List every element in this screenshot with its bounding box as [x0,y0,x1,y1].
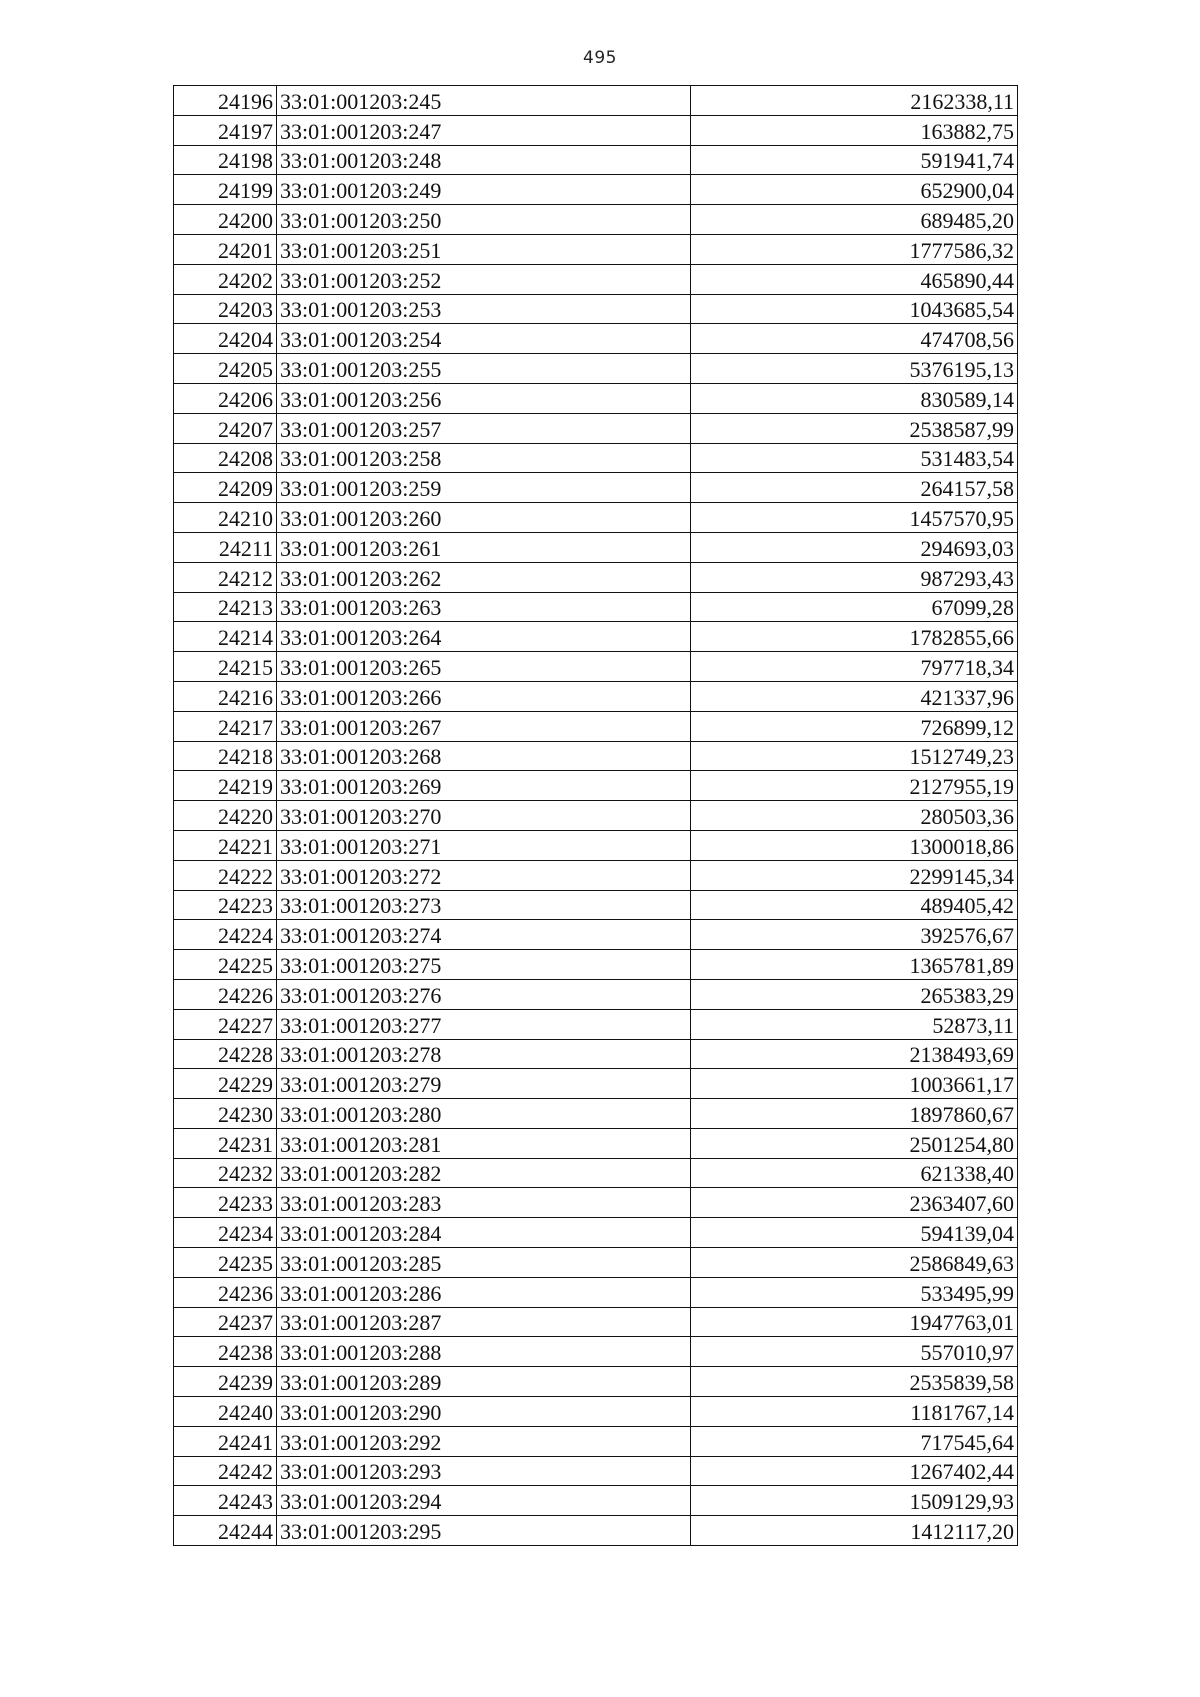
cadastral-value-cell: 2535839,58 [691,1367,1018,1397]
row-number-cell: 24223 [174,890,277,920]
cadastral-value-cell: 294693,03 [691,532,1018,562]
row-number-cell: 24210 [174,503,277,533]
cadastral-number-cell: 33:01:001203:274 [277,920,691,950]
cadastral-value-cell: 52873,11 [691,1009,1018,1039]
cadastral-number-cell: 33:01:001203:294 [277,1486,691,1516]
table-row [174,1456,1018,1486]
cadastral-number-cell: 33:01:001203:278 [277,1039,691,1069]
table-row [174,413,1018,443]
cadastral-value-cell: 465890,44 [691,264,1018,294]
cadastral-value-cell: 533495,99 [691,1277,1018,1307]
row-number-cell: 24234 [174,1218,277,1248]
cadastral-value-cell: 726899,12 [691,711,1018,741]
table-row [174,562,1018,592]
cadastral-value-cell: 2138493,69 [691,1039,1018,1069]
cadastral-number-cell: 33:01:001203:252 [277,264,691,294]
table-row [174,503,1018,533]
table-row [174,234,1018,264]
table-row [174,354,1018,384]
row-number-cell: 24231 [174,1128,277,1158]
row-number-cell: 24232 [174,1158,277,1188]
cadastral-number-cell: 33:01:001203:287 [277,1307,691,1337]
row-number-cell: 24225 [174,950,277,980]
cadastral-value-cell: 1897860,67 [691,1099,1018,1129]
table-row [174,711,1018,741]
cadastral-number-cell: 33:01:001203:262 [277,562,691,592]
cadastral-number-cell: 33:01:001203:261 [277,532,691,562]
table-row [174,890,1018,920]
cadastral-value-cell: 1777586,32 [691,234,1018,264]
cadastral-number-cell: 33:01:001203:269 [277,771,691,801]
cadastral-value-cell: 1365781,89 [691,950,1018,980]
cadastral-number-cell: 33:01:001203:279 [277,1069,691,1099]
table-body [174,86,1018,1546]
cadastral-value-cell: 1782855,66 [691,622,1018,652]
cadastral-number-cell: 33:01:001203:265 [277,652,691,682]
cadastral-number-cell: 33:01:001203:258 [277,443,691,473]
row-number-cell: 24204 [174,324,277,354]
row-number-cell: 24230 [174,1099,277,1129]
cadastral-number-cell: 33:01:001203:290 [277,1397,691,1427]
cadastral-number-cell: 33:01:001203:277 [277,1009,691,1039]
row-number-cell: 24207 [174,413,277,443]
cadastral-value-cell: 1457570,95 [691,503,1018,533]
cadastral-number-cell: 33:01:001203:263 [277,592,691,622]
cadastral-number-cell: 33:01:001203:264 [277,622,691,652]
table-row [174,532,1018,562]
cadastral-value-cell: 2363407,60 [691,1188,1018,1218]
cadastral-value-cell: 163882,75 [691,115,1018,145]
table-row [174,324,1018,354]
table-row [174,175,1018,205]
row-number-cell: 24244 [174,1516,277,1546]
row-number-cell: 24242 [174,1456,277,1486]
row-number-cell: 24222 [174,860,277,890]
table-row [174,1337,1018,1367]
table-row [174,294,1018,324]
cadastral-number-cell: 33:01:001203:254 [277,324,691,354]
row-number-cell: 24220 [174,801,277,831]
row-number-cell: 24212 [174,562,277,592]
row-number-cell: 24238 [174,1337,277,1367]
cadastral-value-cell: 2299145,34 [691,860,1018,890]
table-row [174,681,1018,711]
cadastral-value-cell: 531483,54 [691,443,1018,473]
row-number-cell: 24217 [174,711,277,741]
cadastral-number-cell: 33:01:001203:259 [277,473,691,503]
cadastral-value-cell: 2127955,19 [691,771,1018,801]
cadastral-number-cell: 33:01:001203:275 [277,950,691,980]
cadastral-number-cell: 33:01:001203:250 [277,205,691,235]
table-row [174,1158,1018,1188]
cadastral-number-cell: 33:01:001203:247 [277,115,691,145]
row-number-cell: 24236 [174,1277,277,1307]
table-row [174,741,1018,771]
cadastral-value-cell: 1412117,20 [691,1516,1018,1546]
table-row [174,801,1018,831]
cadastral-number-cell: 33:01:001203:281 [277,1128,691,1158]
row-number-cell: 24208 [174,443,277,473]
cadastral-number-cell: 33:01:001203:286 [277,1277,691,1307]
row-number-cell: 24211 [174,532,277,562]
row-number-cell: 24201 [174,234,277,264]
table-row [174,1486,1018,1516]
row-number-cell: 24228 [174,1039,277,1069]
cadastral-value-cell: 2162338,11 [691,86,1018,116]
row-number-cell: 24196 [174,86,277,116]
table-row [174,1128,1018,1158]
cadastral-number-cell: 33:01:001203:271 [277,830,691,860]
cadastral-number-cell: 33:01:001203:285 [277,1248,691,1278]
table-row [174,1397,1018,1427]
row-number-cell: 24241 [174,1426,277,1456]
cadastral-value-cell: 1003661,17 [691,1069,1018,1099]
row-number-cell: 24219 [174,771,277,801]
table-row [174,1218,1018,1248]
table-row [174,652,1018,682]
row-number-cell: 24203 [174,294,277,324]
cadastral-value-cell: 2501254,80 [691,1128,1018,1158]
row-number-cell: 24237 [174,1307,277,1337]
row-number-cell: 24197 [174,115,277,145]
cadastral-value-cell: 797718,34 [691,652,1018,682]
cadastral-value-cell: 652900,04 [691,175,1018,205]
row-number-cell: 24200 [174,205,277,235]
cadastral-number-cell: 33:01:001203:276 [277,979,691,1009]
cadastral-number-cell: 33:01:001203:260 [277,503,691,533]
cadastral-value-cell: 392576,67 [691,920,1018,950]
cadastral-value-cell: 621338,40 [691,1158,1018,1188]
cadastral-value-cell: 1300018,86 [691,830,1018,860]
table-row [174,920,1018,950]
cadastral-value-cell: 1181767,14 [691,1397,1018,1427]
table-row [174,1307,1018,1337]
cadastral-number-cell: 33:01:001203:293 [277,1456,691,1486]
cadastral-value-cell: 1043685,54 [691,294,1018,324]
table-row [174,592,1018,622]
row-number-cell: 24239 [174,1367,277,1397]
row-number-cell: 24209 [174,473,277,503]
table-row [174,473,1018,503]
cadastral-number-cell: 33:01:001203:249 [277,175,691,205]
cadastral-number-cell: 33:01:001203:248 [277,145,691,175]
cadastral-number-cell: 33:01:001203:272 [277,860,691,890]
cadastral-number-cell: 33:01:001203:270 [277,801,691,831]
cadastral-value-cell: 489405,42 [691,890,1018,920]
table-row [174,771,1018,801]
table-row [174,1009,1018,1039]
cadastral-number-cell: 33:01:001203:289 [277,1367,691,1397]
table-row [174,1188,1018,1218]
cadastral-value-cell: 265383,29 [691,979,1018,1009]
cadastral-value-cell: 1509129,93 [691,1486,1018,1516]
row-number-cell: 24221 [174,830,277,860]
row-number-cell: 24205 [174,354,277,384]
table-row [174,1099,1018,1129]
row-number-cell: 24229 [174,1069,277,1099]
row-number-cell: 24218 [174,741,277,771]
row-number-cell: 24235 [174,1248,277,1278]
cadastral-number-cell: 33:01:001203:256 [277,383,691,413]
cadastral-value-cell: 1947763,01 [691,1307,1018,1337]
row-number-cell: 24199 [174,175,277,205]
row-number-cell: 24240 [174,1397,277,1427]
table-row [174,383,1018,413]
table-row [174,1069,1018,1099]
cadastral-value-cell: 591941,74 [691,145,1018,175]
table-row [174,145,1018,175]
cadastral-number-cell: 33:01:001203:292 [277,1426,691,1456]
cadastral-number-cell: 33:01:001203:283 [277,1188,691,1218]
cadastral-number-cell: 33:01:001203:273 [277,890,691,920]
cadastral-value-cell: 474708,56 [691,324,1018,354]
cadastral-number-cell: 33:01:001203:284 [277,1218,691,1248]
cadastral-number-cell: 33:01:001203:257 [277,413,691,443]
cadastral-value-cell: 280503,36 [691,801,1018,831]
page-number: 495 [583,48,617,68]
table-row [174,1039,1018,1069]
cadastral-value-cell: 557010,97 [691,1337,1018,1367]
table-row [174,115,1018,145]
row-number-cell: 24224 [174,920,277,950]
cadastral-value-cell: 594139,04 [691,1218,1018,1248]
table-row [174,979,1018,1009]
cadastral-value-cell: 2538587,99 [691,413,1018,443]
table-row [174,950,1018,980]
table-row [174,1516,1018,1546]
cadastral-value-table [173,85,1018,1546]
cadastral-number-cell: 33:01:001203:288 [277,1337,691,1367]
cadastral-value-cell: 5376195,13 [691,354,1018,384]
row-number-cell: 24198 [174,145,277,175]
cadastral-number-cell: 33:01:001203:245 [277,86,691,116]
cadastral-number-cell: 33:01:001203:253 [277,294,691,324]
row-number-cell: 24227 [174,1009,277,1039]
cadastral-number-cell: 33:01:001203:255 [277,354,691,384]
cadastral-number-cell: 33:01:001203:268 [277,741,691,771]
row-number-cell: 24216 [174,681,277,711]
cadastral-value-cell: 689485,20 [691,205,1018,235]
cadastral-value-cell: 987293,43 [691,562,1018,592]
cadastral-number-cell: 33:01:001203:266 [277,681,691,711]
cadastral-value-cell: 67099,28 [691,592,1018,622]
cadastral-value-cell: 717545,64 [691,1426,1018,1456]
table-row [174,205,1018,235]
table-row [174,1248,1018,1278]
row-number-cell: 24243 [174,1486,277,1516]
cadastral-number-cell: 33:01:001203:280 [277,1099,691,1129]
cadastral-value-cell: 1512749,23 [691,741,1018,771]
table-row [174,830,1018,860]
table-row [174,1367,1018,1397]
cadastral-value-cell: 2586849,63 [691,1248,1018,1278]
row-number-cell: 24206 [174,383,277,413]
row-number-cell: 24213 [174,592,277,622]
cadastral-value-cell: 264157,58 [691,473,1018,503]
cadastral-value-cell: 421337,96 [691,681,1018,711]
row-number-cell: 24215 [174,652,277,682]
cadastral-value-cell: 830589,14 [691,383,1018,413]
row-number-cell: 24214 [174,622,277,652]
cadastral-number-cell: 33:01:001203:251 [277,234,691,264]
table-row [174,622,1018,652]
table-row [174,1277,1018,1307]
table-row [174,443,1018,473]
row-number-cell: 24233 [174,1188,277,1218]
row-number-cell: 24202 [174,264,277,294]
cadastral-number-cell: 33:01:001203:267 [277,711,691,741]
table-row [174,1426,1018,1456]
row-number-cell: 24226 [174,979,277,1009]
table-row [174,86,1018,116]
cadastral-number-cell: 33:01:001203:295 [277,1516,691,1546]
table-row [174,860,1018,890]
table-row [174,264,1018,294]
cadastral-value-cell: 1267402,44 [691,1456,1018,1486]
cadastral-number-cell: 33:01:001203:282 [277,1158,691,1188]
